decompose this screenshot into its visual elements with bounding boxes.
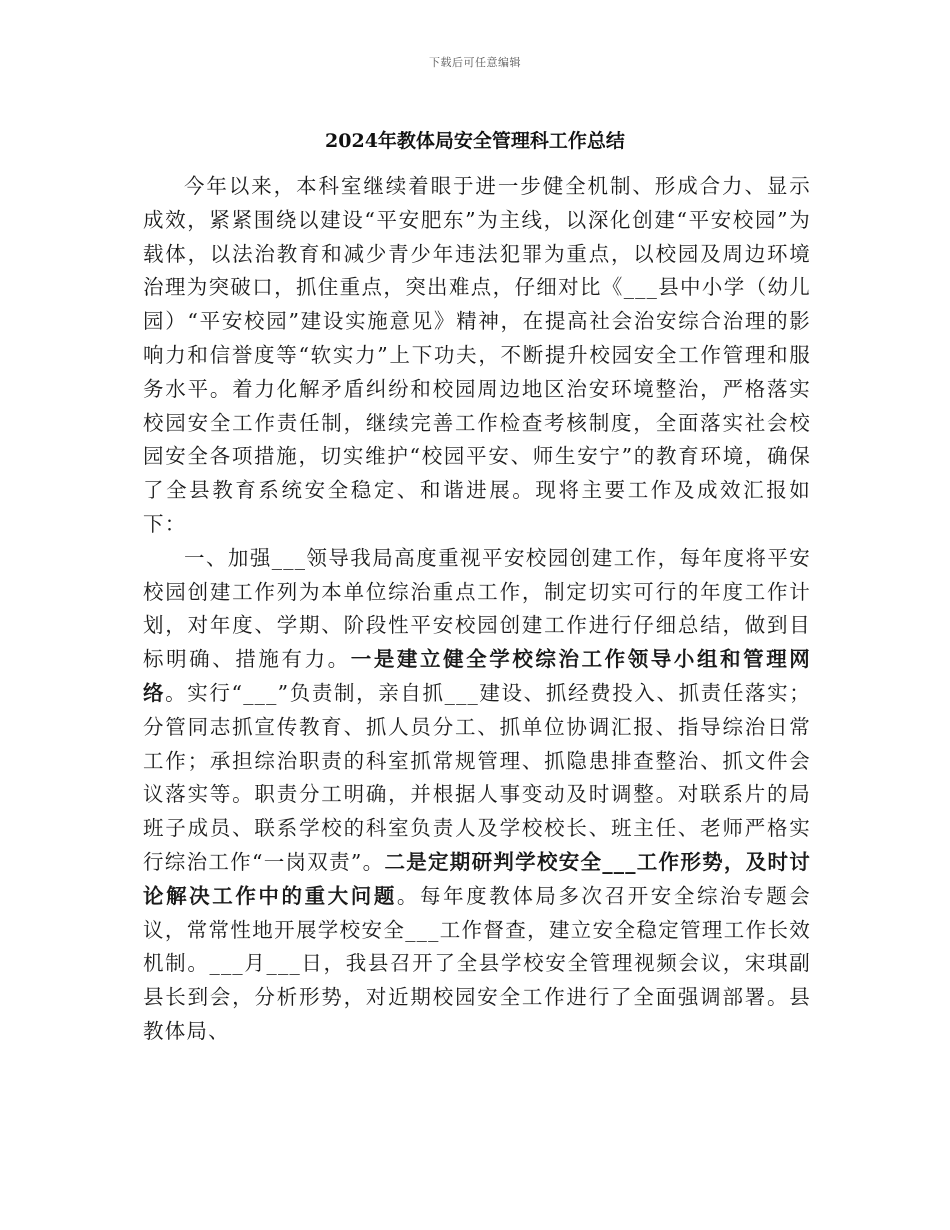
paragraph-text: 。每年度教体局多次召开安全综治专题会议，常常性地开展学校安全___工作督查，建立安全稳定管理工作长效机制。___月___日，我县召开了全县学校安全管理视频会议，宋琪副县长到会，分析形势，对近期校园安全工作进行了全面强调部署。县教体局、: [143, 883, 811, 1043]
header-note: 下载后可任意编辑: [429, 56, 521, 69]
bold-heading-two: 二是定期研判学校安全___工作形势，及时讨论解决工作中的重大问题: [143, 849, 811, 908]
document-body: [143, 170, 811, 1049]
bold-heading-one: 一是建立健全学校综治工作领导小组和管理网络: [143, 647, 812, 705]
document-title: 2024年教体局安全管理科工作总结: [325, 130, 625, 152]
paragraph-text: 一、加强___领导我局高度重视平安校园创建工作，每年度将平安校园创建工作列为本单位综治重点工作，制定切实可行的年度工作计划，对年度、学期、阶段性平安校园创建工作进行仔细总结，做到目标明确、措施有力。: [143, 545, 811, 672]
paragraph-intro: 今年以来，本科室继续着眼于进一步健全机制、形成合力、显示成效，紧紧围绕以建设“平安肥东”为主线，以深化创建“平安校园”为载体，以法治教育和减少青少年违法犯罪为重点，以校园及周边环境治理为突破口，抓住重点，突出难点，仔细对比《___县中小学（幼儿园）“平安校园”建设实施意见》精神，在提高社会治安综合治理的影响力和信誉度等“软实力”上下功夫，不断提升校园安全工作管理和服务水平。着力化解矛盾纠纷和校园周边地区治安环境整治，严格落实校园安全工作责任制，继续完善工作检查考核制度，全面落实社会校园安全各项措施，切实维护“校园平安、师生安宁”的教育环境，确保了全县教育系统安全稳定、和谐进展。现将主要工作及成效汇报如下：: [143, 174, 811, 536]
paragraph-section-one: [143, 542, 811, 1049]
paragraph-text: 。实行“___”负责制，亲自抓___建设、抓经费投入、抓责任落实；分管同志抓宣传教育、抓人员分工、抓单位协调汇报、指导综治日常工作；承担综治职责的科室抓常规管理、抓隐患排查整治、抓文件会议落实等。职责分工明确，并根据人事变动及时调整。对联系片的局班子成员、联系学校的科室负责人及学校校长、班主任、老师严格实行综治工作“一岗双责”。: [143, 680, 811, 874]
